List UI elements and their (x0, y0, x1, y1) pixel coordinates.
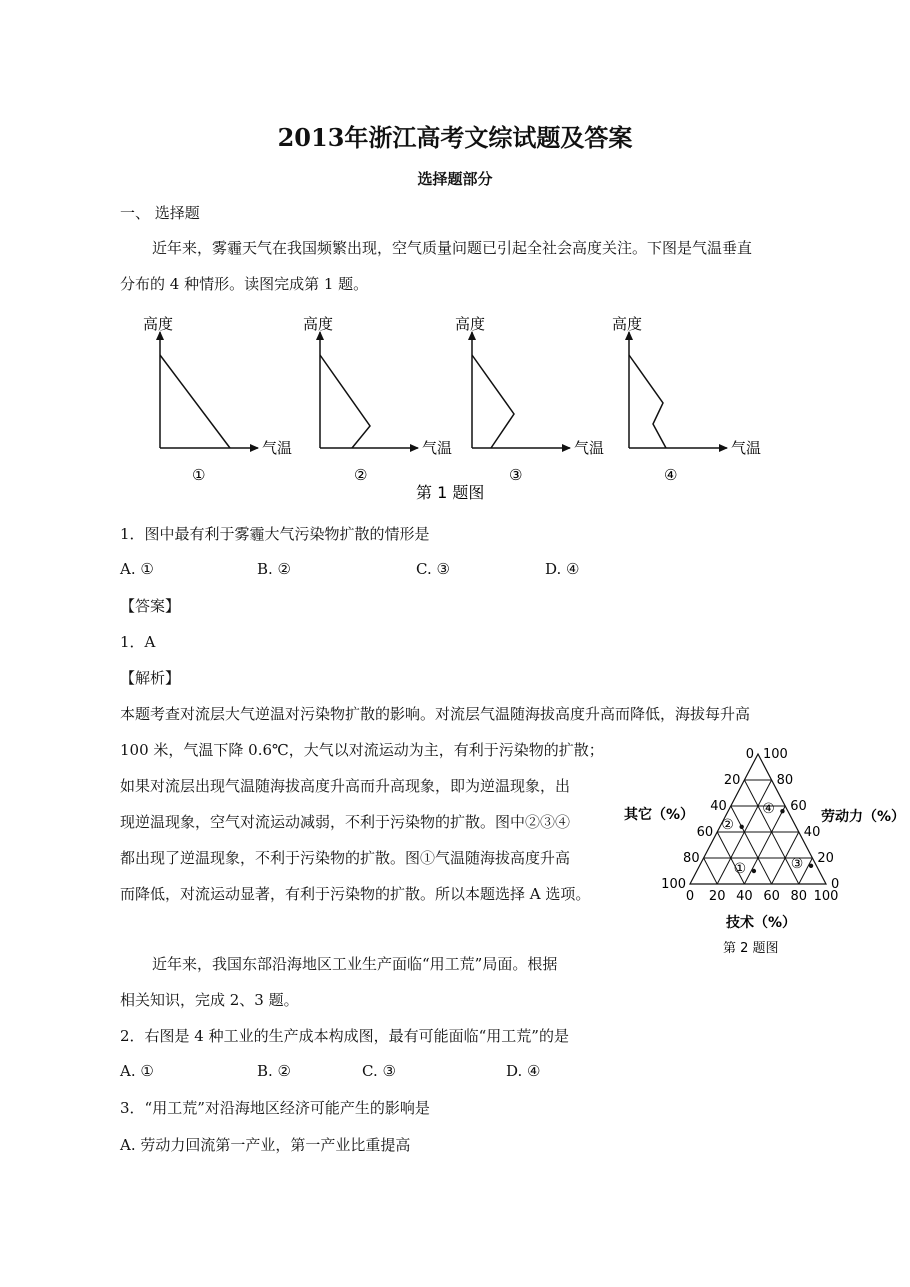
fig1-panel-4 (612, 315, 761, 484)
ternary-right-tick: 40 (803, 825, 821, 840)
fig1-panel-label: ② (354, 466, 368, 484)
fig1-panel-3 (455, 315, 604, 484)
fig1-panel-2 (303, 315, 452, 484)
ternary-point (739, 825, 743, 829)
q3-option-a[interactable]: A. 劳动力回流第一产业，第一产业比重提高 (120, 1136, 411, 1154)
q2-option-b[interactable]: B. ② (257, 1062, 292, 1080)
ternary-bottom-tick: 100 (813, 889, 839, 904)
ternary-right-label: 劳动力（%） (821, 809, 906, 825)
ternary-right-tick: 100 (763, 747, 788, 762)
analysis-line: 本题考查对流层大气逆温对污染物扩散的影响。对流层气温随海拔高度升高而降低，海拔每升高 (120, 705, 751, 723)
ternary-left-tick: 60 (696, 825, 714, 840)
q1-option-b[interactable]: B. ② (257, 560, 292, 578)
q1-option-d[interactable]: D. ④ (545, 560, 580, 578)
ternary-right-tick: 80 (776, 773, 794, 788)
section-subtitle: 选择题部分 (417, 170, 493, 188)
q2-option-a[interactable]: A. ① (120, 1062, 154, 1080)
q2-stem: 2．右图是 4 种工业的生产成本构成图，最有可能面临“用工荒”的是 (120, 1027, 569, 1045)
fig1-profile-3 (472, 355, 514, 448)
answer-header: 【答案】 (120, 597, 181, 615)
analysis-line: 都出现了逆温现象，不利于污染物的扩散。图①气温随海拔高度升高 (120, 849, 571, 867)
analysis-line: 如果对流层出现气温随海拔高度升高而升高现象，即为逆温现象，出 (120, 777, 571, 795)
page-title: 2013年浙江高考文综试题及答案 (277, 123, 633, 152)
fig1-profile-2 (320, 355, 370, 448)
ternary-bottom-tick: 0 (685, 889, 695, 904)
fig1-panel-1 (143, 315, 292, 484)
fig1-panel-label: ③ (509, 466, 523, 484)
ternary-left-label: 其它（%） (624, 807, 695, 823)
analysis-line: 现逆温现象，空气对流运动减弱，不利于污染物的扩散。图中②③④ (120, 813, 571, 831)
fig1-panel-label: ① (192, 466, 206, 484)
analysis-header: 【解析】 (120, 669, 181, 687)
ternary-left-tick: 80 (683, 851, 700, 866)
section-heading: 一、 选择题 (120, 204, 200, 222)
fig1-y-label: 高度 (143, 315, 174, 333)
ternary-gridline (704, 858, 718, 884)
analysis-line: 100 米，气温下降 0.6℃，大气以对流运动为主，有利于污染物的扩散； (120, 741, 604, 759)
ternary-left-tick: 0 (745, 747, 754, 762)
ternary-ticks (661, 747, 839, 904)
q3-stem: 3．“用工荒”对沿海地区经济可能产生的影响是 (120, 1099, 430, 1117)
ternary-right-tick: 60 (790, 799, 807, 814)
intro2-line1: 近年来，我国东部沿海地区工业生产面临“用工荒”局面。根据 (152, 955, 558, 973)
fig1-x-label: 气温 (262, 439, 293, 457)
q1-stem: 1．图中最有利于雾霾大气污染物扩散的情形是 (120, 525, 430, 543)
fig1-x-label: 气温 (731, 439, 762, 457)
ternary-point (780, 809, 784, 813)
fig1-x-label: 气温 (422, 439, 453, 457)
ternary-gridline (744, 806, 785, 884)
ternary-bottom-tick: 40 (736, 889, 753, 904)
q2-option-c[interactable]: C. ③ (362, 1062, 396, 1080)
fig1-temperature-profiles (0, 300, 910, 510)
q1-option-a[interactable]: A. ① (120, 560, 154, 578)
ternary-bottom-label: 技术（%） (726, 915, 797, 931)
fig2-caption: 第 2 题图 (723, 941, 779, 956)
ternary-point (752, 869, 756, 873)
fig1-profile-1 (160, 355, 230, 448)
ternary-right-tick: 0 (831, 877, 840, 892)
ternary-point-label: ③ (790, 855, 804, 872)
ternary-point (809, 864, 813, 868)
ternary-point-label: ① (733, 861, 747, 877)
fig1-x-label: 气温 (574, 439, 605, 457)
fig1-caption: 第 1 题图 (416, 483, 485, 502)
fig1-profile-4 (629, 355, 666, 448)
analysis-line: 而降低，对流运动显著，有利于污染物的扩散。所以本题选择 A 选项。 (120, 885, 591, 903)
ternary-point-label: ② (721, 816, 734, 833)
ternary-right-tick: 20 (817, 851, 834, 866)
ternary-left-tick: 40 (710, 799, 727, 814)
ternary-bottom-tick: 20 (708, 889, 726, 904)
fig1-y-label: 高度 (455, 315, 486, 333)
answer-text: 1．A (120, 633, 156, 651)
fig1-y-label: 高度 (612, 315, 643, 333)
intro1-line1: 近年来，雾霾天气在我国频繁出现，空气质量问题已引起全社会高度关注。下图是气温垂直 (152, 239, 753, 257)
ternary-outline (690, 754, 826, 884)
ternary-bottom-tick: 80 (790, 889, 808, 904)
ternary-point-label: ④ (762, 801, 775, 818)
ternary-left-tick: 20 (723, 773, 741, 788)
fig1-panel-label: ④ (664, 466, 678, 484)
intro2-line2: 相关知识，完成 2、3 题。 (120, 991, 299, 1009)
ternary-bottom-tick: 60 (763, 889, 780, 904)
intro1-line2: 分布的 4 种情形。读图完成第 1 题。 (120, 275, 369, 293)
q2-option-d[interactable]: D. ④ (506, 1062, 541, 1080)
fig1-y-label: 高度 (303, 315, 334, 333)
ternary-left-tick: 100 (661, 877, 686, 892)
q1-option-c[interactable]: C. ③ (416, 560, 450, 578)
fig2-ternary-diagram (610, 740, 906, 965)
ternary-grid (690, 754, 826, 884)
